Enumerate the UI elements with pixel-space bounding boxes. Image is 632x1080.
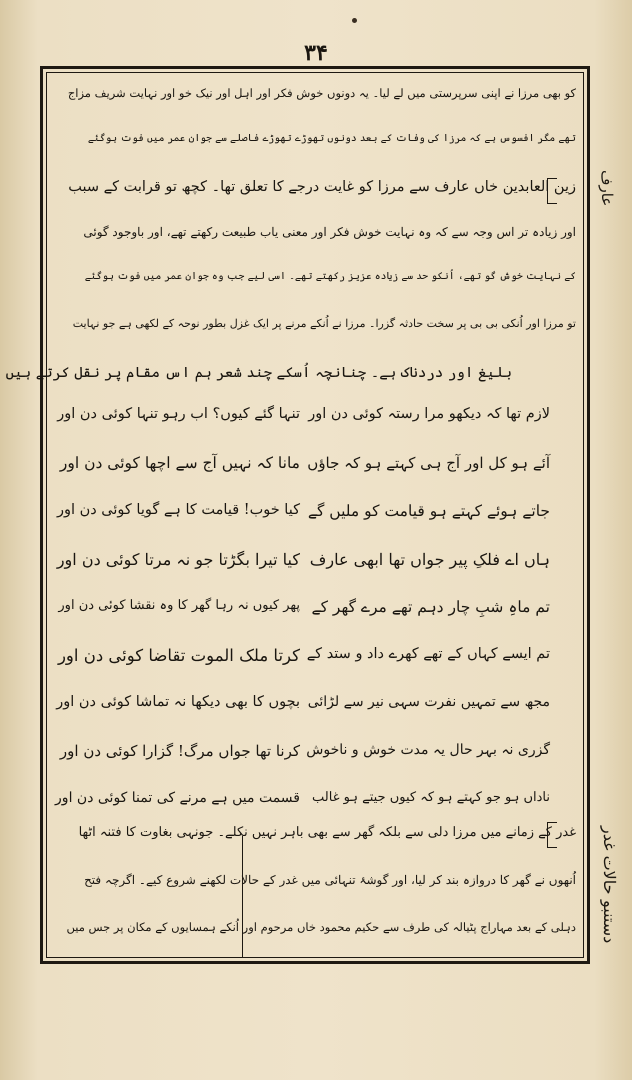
couplet-second-hemistich: کیا تیرا بگڑتا جو نہ مرتا کوئی دن اور (56, 550, 300, 569)
couplet-second-hemistich: مانا کہ نہیں آج سے اچھا کوئی دن اور (59, 454, 300, 472)
text-line: زین العابدین خاں عارف سے مرزا کو غایت درجے کا تعلق تھا۔ کچھ تو قرابت کے سبب (68, 179, 576, 195)
couplet-first-hemistich: ناداں ہو جو کہتے ہو کہ کیوں جیتے ہو غالب (312, 790, 550, 805)
page-number: ۳۴ (304, 40, 328, 66)
text-line: دہلی کے بعد مہاراج پٹیالہ کی طرف سے حکیم محمود خاں مرحوم اور اُنکے ہمسایوں کے مکان پر جس میں (66, 920, 576, 934)
text-line: تو مرزا اور اُنکی بی بی پر سخت حادثہ گزرا۔ مرزا نے اُنکے مرنے پر ایک غزل بطور نوحہ کے لکھی ہے جو نہایت (72, 317, 576, 330)
couplet-first-hemistich: ہاں اے فلکِ پیر جواں تھا ابھی عارف (309, 550, 550, 569)
couplet (60, 738, 570, 772)
text-line: اُنھوں نے گھر کا دروازہ بند کر لیا، اور گوشۂ تنہائی میں غدر کے حالات لکھنے شروع کیے۔ اگرچہ فتح (84, 873, 576, 887)
couplet-second-hemistich: بچوں کا بھی دیکھا نہ تماشا کوئی دن اور (56, 694, 300, 710)
text-line: غدر کے زمانے میں مرزا دلی سے بلکہ گھر سے بھی باہر نہیں نکلے۔ جونہی بغاوت کا فتنہ اٹھا (78, 825, 576, 840)
text-line: تھے مگر افسوس ہے کہ مرزا کی وفات کے بعد دونوں تھوڑے تھوڑے فاصلے سے جوان عمر میں فوت ہوگئے (87, 133, 576, 144)
couplet-first-hemistich: گزری نہ بہر حال یہ مدت خوش و ناخوش (306, 742, 550, 758)
column-divider (242, 836, 243, 958)
couplet-second-hemistich: کرتا ملک الموت تقاضا کوئی دن اور (57, 646, 300, 665)
text-line: کو بھی مرزا نے اپنی سرپرستی میں لے لیا۔ یہ دونوں خوش فکر اور اہل اور نیک خو اور نہایت شریف مزاج (67, 86, 576, 100)
couplet-first-hemistich: مجھ سے تمہیں نفرت سہی نیر سے لڑائی (307, 694, 550, 710)
text-line: اور زیادہ تر اس وجہ سے کہ وہ نہایت خوش فکر اور معنی یاب طبیعت رکھتے تھے، اور باوجود گوئی (83, 225, 576, 239)
couplet-first-hemistich: تم ماہِ شبِ چار دہم تھے مرے گھر کے (311, 598, 550, 616)
couplet (55, 786, 570, 820)
couplet-second-hemistich: قسمت میں ہے مرنے کی تمنا کوئی دن اور (55, 790, 300, 806)
couplet (57, 642, 570, 676)
margin-note: دستنبو (600, 900, 619, 944)
couplet (56, 498, 570, 532)
margin-note: حالات غدر (600, 826, 619, 895)
couplet-second-hemistich: کیا خوب! قیامت کا ہے گویا کوئی دن اور (56, 502, 300, 518)
ink-speck (352, 18, 357, 23)
couplet-second-hemistich: تنہا گئے کیوں؟ اب رہو تنہا کوئی دن اور (57, 406, 300, 422)
couplet (60, 450, 570, 484)
couplet (60, 594, 570, 628)
couplet (57, 402, 570, 436)
couplet-second-hemistich: کرنا تھا جواں مرگ! گزارا کوئی دن اور (59, 742, 300, 760)
couplet-second-hemistich: پھر کیوں نہ رہا گھر کا وہ نقشا کوئی دن اور (58, 598, 300, 613)
couplet-first-hemistich: لازم تھا کہ دیکھو مرا رستہ کوئی دن اور (308, 406, 550, 422)
couplet (56, 546, 570, 580)
couplet-first-hemistich: جاتے ہوئے کہتے ہو قیامت کو ملیں گے (307, 502, 550, 520)
margin-note: عارف (598, 170, 616, 207)
text-line: کے نہایت خوش گو تھے، اُنکو حد سے زیادہ عزیز رکھتے تھے۔ اسی لیے جب وہ جوان عمر میں فوت ہوگئے (84, 271, 576, 282)
couplet (56, 690, 570, 724)
couplet-first-hemistich: آئے ہو کل اور آج ہی کہتے ہو کہ جاؤں (307, 454, 550, 472)
couplet-first-hemistich: تم ایسے کہاں کے تھے کھرے داد و ستد کے (306, 646, 550, 662)
text-line: بلیغ اور دردناک ہے۔ چنانچہ اُسکے چند شعر ہم اس مقام پر نقل کرتے ہیں (5, 365, 512, 381)
